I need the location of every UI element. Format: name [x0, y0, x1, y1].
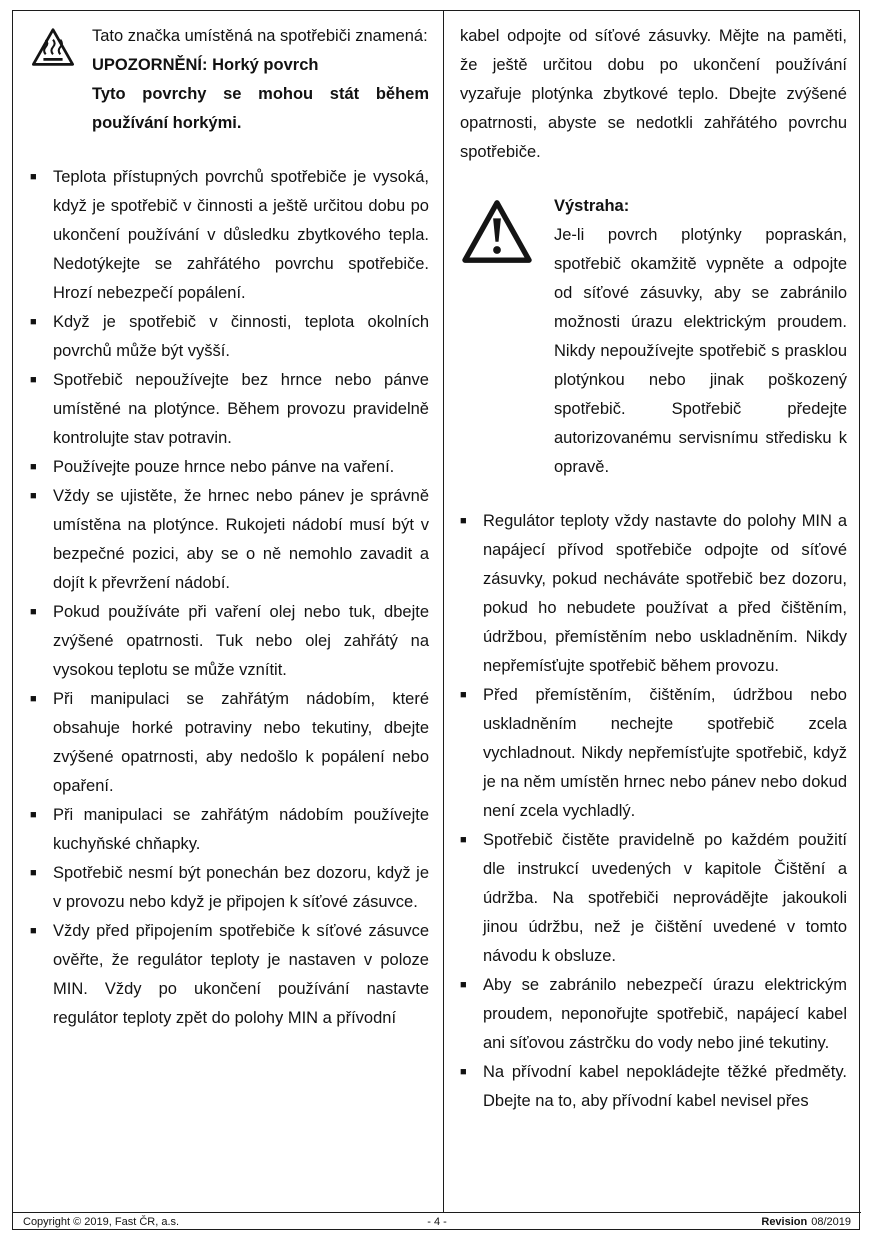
bullet-icon: ■ — [460, 515, 467, 527]
bullet-text: Vždy se ujistěte, že hrnec nebo pánev je správně umístěna na plotýnce. Rukojeti nádobí musí být v bezpečné pozici, aby se o ně nemohlo zavadit a dojít k převržení nádobí. — [53, 487, 429, 592]
bullet-text: Regulátor teploty vždy nastavte do polohy MIN a napájecí přívod spotřebiče odpojte od síťové zásuvky, pokud necháváte spotřebič bez dozoru, pokud ho nebudete používat a před čištěním, údržbou, přemístěním nebo uskladněním. Nikdy nepřemísťujte spotřebič během provozu. — [483, 512, 847, 675]
list-item — [460, 681, 847, 826]
hot-surface-bold-body: Tyto povrchy se mohou stát během používání horkými. — [92, 85, 429, 132]
bullet-icon: ■ — [30, 809, 37, 821]
bullet-text: Pokud používáte při vaření olej nebo tuk, dbejte zvýšené opatrnosti. Tuk nebo olej zahřátý na vysokou teplotu se může vznítit. — [53, 603, 429, 679]
list-item — [30, 308, 429, 366]
list-item — [30, 917, 429, 1033]
list-item — [460, 507, 847, 681]
list-item — [30, 859, 429, 917]
bullet-icon: ■ — [460, 834, 467, 846]
hot-surface-note — [30, 22, 429, 138]
bullet-text: Používejte pouze hrnce nebo pánve na vaření. — [53, 458, 395, 476]
warning-body: Je-li povrch plotýnky popraskán, spotřebič okamžitě vypněte a odpojte od síťové zásuvky, aby se zabránilo možnosti úrazu elektrickým proudem. Nikdy nepoužívejte spotřebič s prasklou plotýnkou nebo jinak poškozený spotřebič. Spotřebič předejte autorizovanému servisnímu středisku k opravě. — [554, 226, 847, 476]
bullet-icon: ■ — [30, 461, 37, 473]
footer-revision-label: Revision — [761, 1216, 808, 1228]
list-item — [460, 826, 847, 971]
bullet-text: Spotřebič čistěte pravidelně po každém použití dle instrukcí uvedených v kapitole Čištění a údržba. Na spotřebiči neprovádějte jakoukoli jinou údržbu, než je čištění uvedené v tomto návodu k obsluze. — [483, 831, 847, 965]
bullet-text: Při manipulaci se zahřátým nádobím, které obsahuje horké potraviny nebo tekutiny, dbejte zvýšené opatrnosti, aby nedošlo k popálení nebo opaření. — [53, 690, 429, 795]
list-item — [30, 453, 429, 482]
hot-surface-title: UPOZORNĚNÍ: Horký povrch — [92, 56, 319, 74]
hot-surface-icon — [30, 22, 80, 138]
footer-revision — [761, 1216, 851, 1228]
bullet-text: Když je spotřebič v činnosti, teplota okolních povrchů může být vyšší. — [53, 313, 429, 360]
bullet-icon: ■ — [460, 689, 467, 701]
footer-copyright: Copyright © 2019, Fast ČR, a.s. — [23, 1216, 180, 1228]
footer — [13, 1214, 861, 1230]
footer-revision-value: 08/2019 — [811, 1216, 851, 1228]
list-item — [30, 163, 429, 308]
warning-title: Výstraha: — [554, 197, 630, 215]
bullet-text: Spotřebič nesmí být ponechán bez dozoru, když je v provozu nebo když je připojen k síťové zásuvce. — [53, 864, 429, 911]
right-bullet-list — [460, 507, 847, 1116]
bullet-icon: ■ — [30, 693, 37, 705]
bullet-icon: ■ — [30, 374, 37, 386]
column-divider — [443, 11, 444, 1212]
continuation-paragraph: kabel odpojte od síťové zásuvky. Mějte na paměti, že ještě určitou dobu po ukončení používání vyzařuje plotýnka zbytkové teplo. Dbejte zvýšené opatrnosti, abyste se nedotkli zahřátého povrchu spotřebiče. — [460, 27, 847, 161]
list-item — [460, 971, 847, 1058]
list-item — [30, 366, 429, 453]
bullet-icon: ■ — [460, 1066, 467, 1078]
bullet-text: Při manipulaci se zahřátým nádobím používejte kuchyňské chňapky. — [53, 806, 429, 853]
warning-note — [460, 192, 847, 482]
footer-page-number: - 4 - — [427, 1216, 447, 1228]
left-bullet-list — [30, 163, 429, 1033]
list-item — [30, 801, 429, 859]
footer-divider — [13, 1212, 861, 1213]
bullet-icon: ■ — [30, 606, 37, 618]
bullet-text: Vždy před připojením spotřebiče k síťové zásuvce ověřte, že regulátor teploty je nastaven v poloze MIN. Vždy po ukončení používání nastavte regulátor teploty zpět do polohy MIN a přívodní — [53, 922, 429, 1027]
bullet-text: Spotřebič nepoužívejte bez hrnce nebo pánve umístěné na plotýnce. Během provozu pravidelně kontrolujte stav potravin. — [53, 371, 429, 447]
bullet-text: Na přívodní kabel nepokládejte těžké předměty. Dbejte na to, aby přívodní kabel nevisel přes — [483, 1063, 847, 1110]
hot-surface-text — [92, 22, 429, 138]
bullet-text: Aby se zabránilo nebezpečí úrazu elektrickým proudem, neponořujte spotřebič, napájecí kabel ani síťovou zástrčku do vody nebo jiné tekutiny. — [483, 976, 847, 1052]
bullet-icon: ■ — [30, 490, 37, 502]
warning-triangle-icon — [460, 192, 540, 482]
right-column — [460, 22, 847, 1116]
bullet-icon: ■ — [30, 316, 37, 328]
left-column — [30, 22, 429, 1033]
list-item — [30, 685, 429, 801]
bullet-icon: ■ — [30, 867, 37, 879]
warning-text — [554, 192, 847, 482]
list-item — [30, 598, 429, 685]
bullet-text: Teplota přístupných povrchů spotřebiče je vysoká, když je spotřebič v činnosti a ještě určitou dobu po ukončení používání v důsledku zbytkového tepla. Nedotýkejte se zahřátého povrchu spotřebiče. Hrozí nebezpečí popálení. — [53, 168, 429, 302]
list-item — [30, 482, 429, 598]
list-item — [460, 1058, 847, 1116]
bullet-icon: ■ — [30, 171, 37, 183]
hot-surface-lead: Tato značka umístěná na spotřebiči znamená: — [92, 27, 428, 45]
bullet-icon: ■ — [460, 979, 467, 991]
bullet-icon: ■ — [30, 925, 37, 937]
bullet-text: Před přemístěním, čištěním, údržbou nebo uskladněním nechejte spotřebič zcela vychladnout. Nikdy nepřemísťujte spotřebič, když je na něm umístěn hrnec nebo pánev nebo dokud není zcela vychladlý. — [483, 686, 847, 820]
